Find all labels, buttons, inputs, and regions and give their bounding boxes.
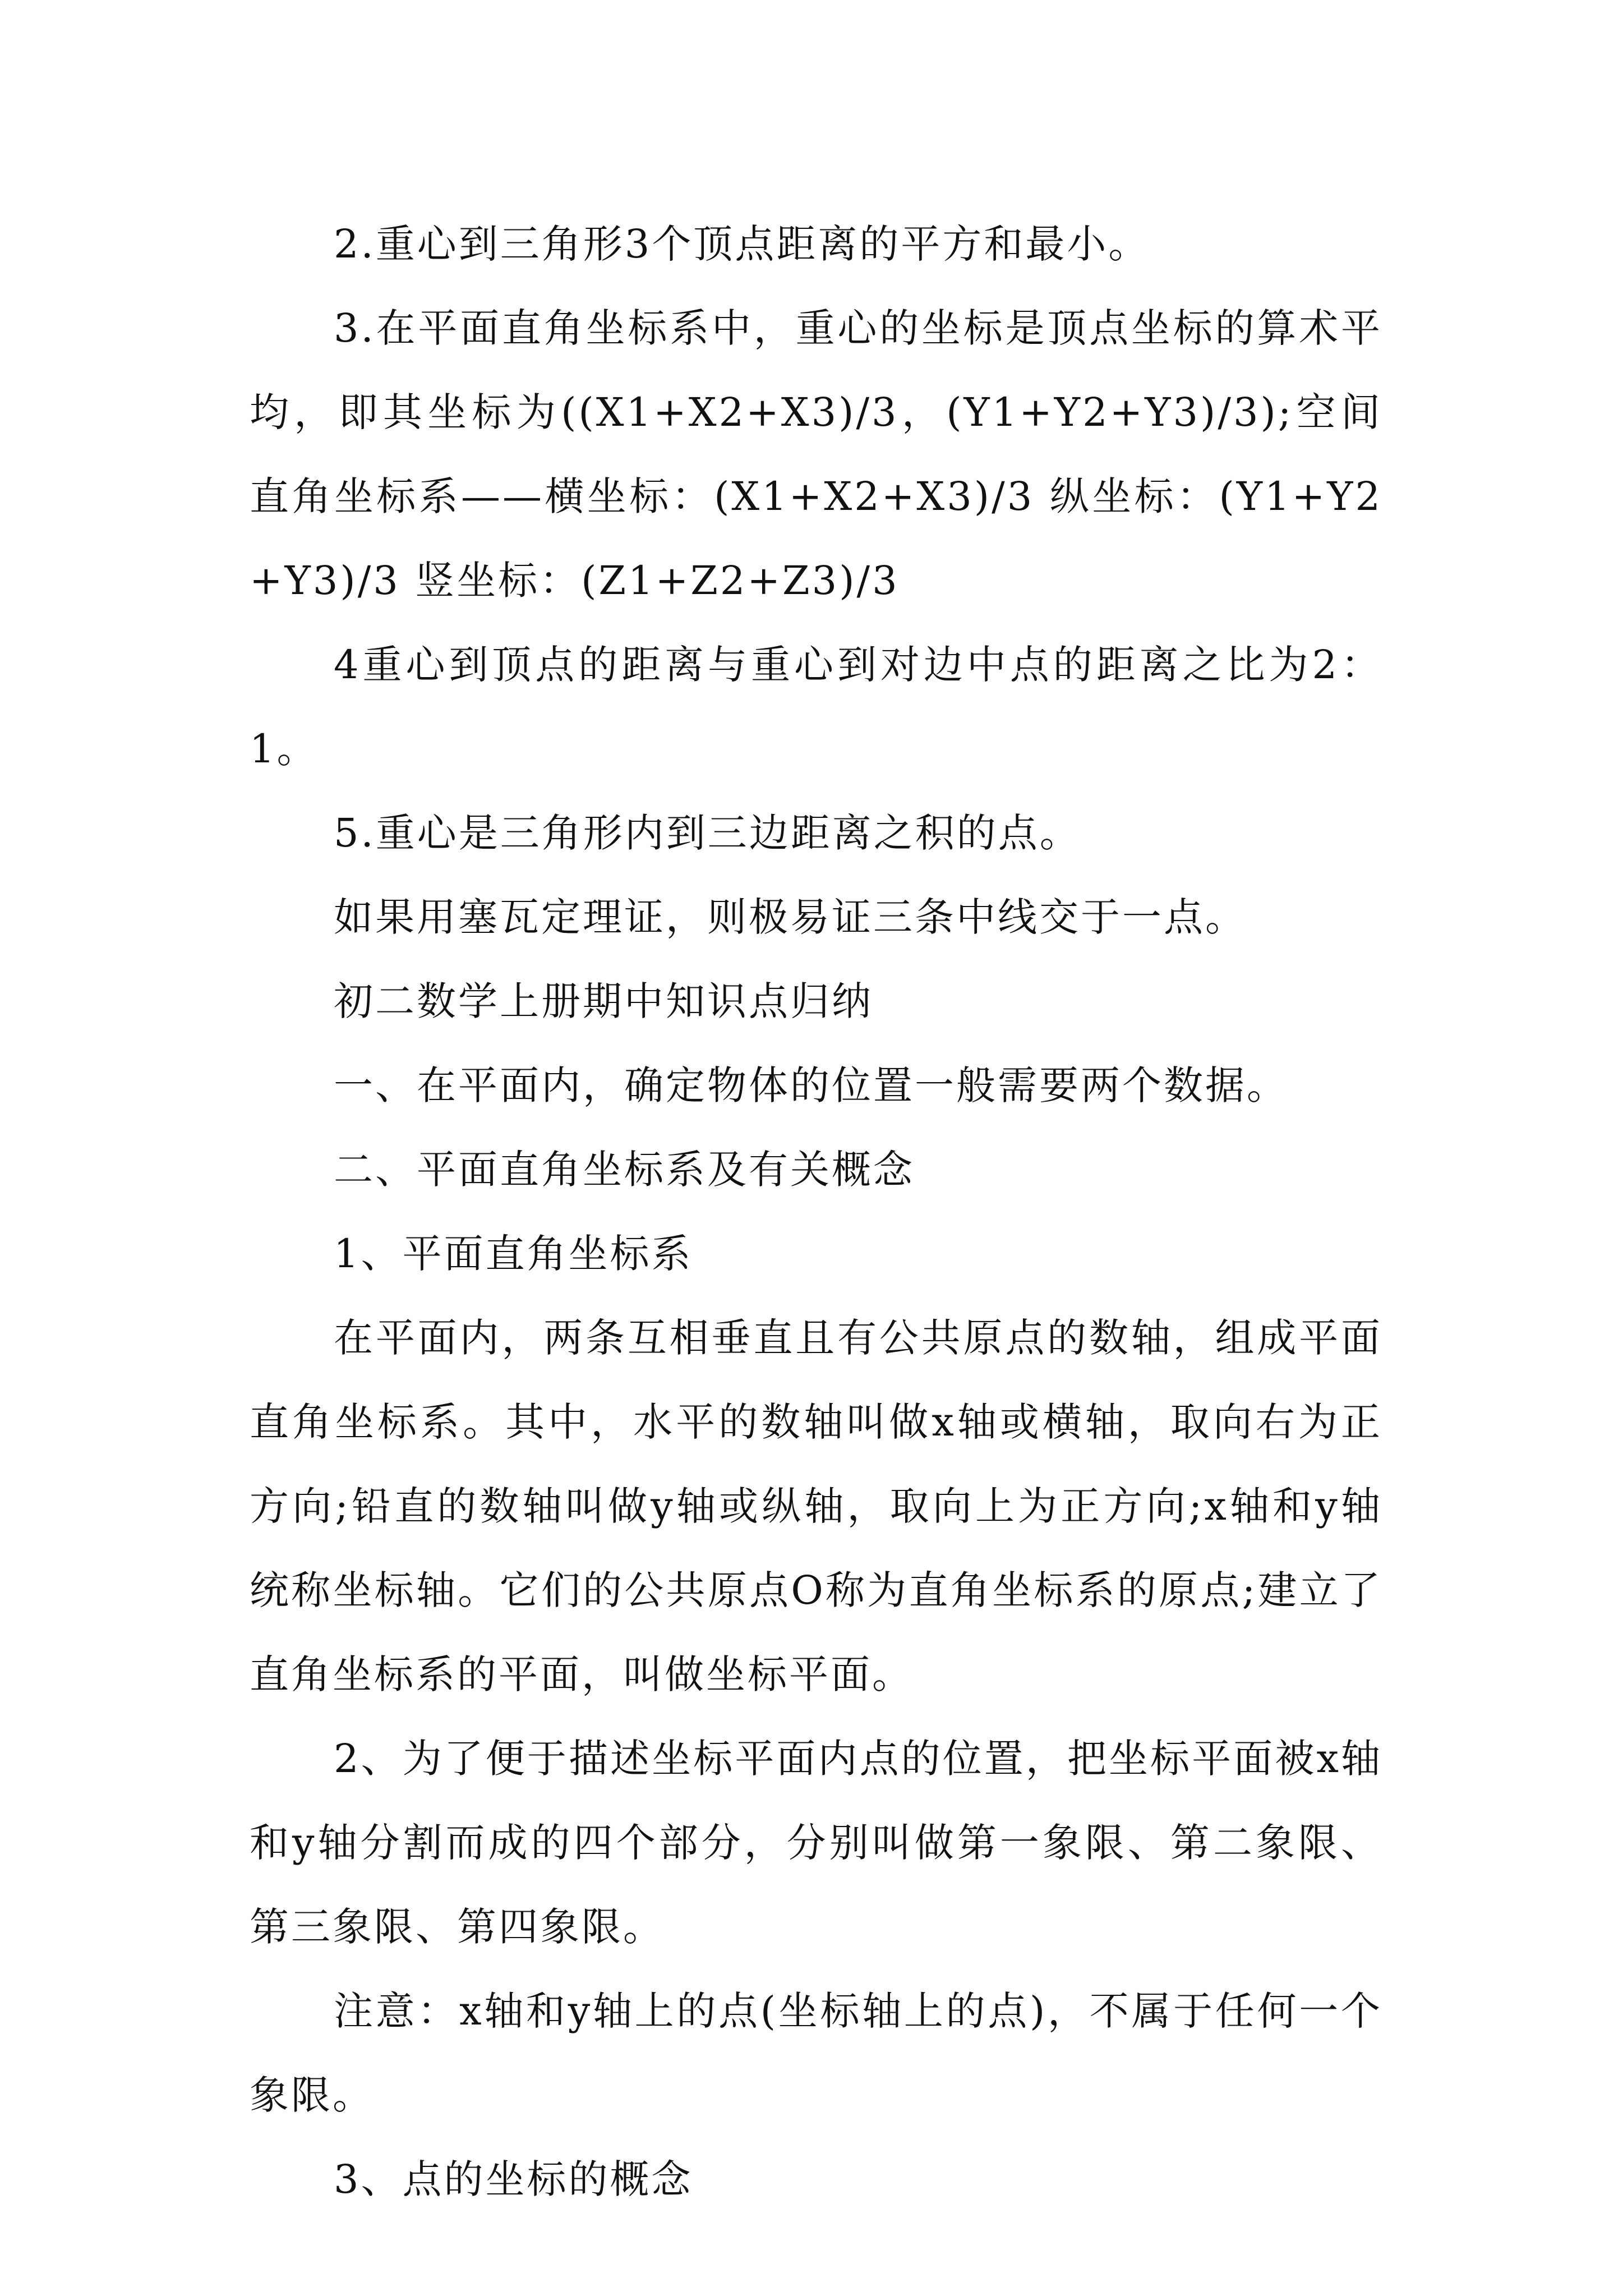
section-heading: 初二数学上册期中知识点归纳: [334, 978, 873, 1024]
subheading-point-coordinates: 3、点的坐标的概念: [334, 2156, 693, 2202]
subheading-coordinate-system: 二、平面直角坐标系及有关概念: [334, 1147, 915, 1193]
paragraph-position-data: 一、在平面内，确定物体的位置一般需要两个数据。: [334, 1062, 1288, 1108]
paragraph-centroid-coordinates: 3.在平面直角坐标系中，重心的坐标是顶点坐标的算术平均，即其坐标为((X1+X2+X3)/3，(Y1+Y2+Y3)/3);空间直角坐标系——横坐标：(X1+X2+X3)/3 纵坐标：(Y1+Y2+Y3)/3 竖坐标：(Z1+Z2+Z3)/3: [250, 305, 1382, 604]
paragraph-coordinate-system-definition: 在平面内，两条互相垂直且有公共原点的数轴，组成平面直角坐标系。其中，水平的数轴叫做x轴或横轴，取向右为正方向;铅直的数轴叫做y轴或纵轴，取向上为正方向;x轴和y轴统称坐标轴。它们的公共原点O称为直角坐标系的原点;建立了直角坐标系的平面，叫做坐标平面。: [250, 1315, 1382, 1697]
paragraph-centroid-squared-distances: 2.重心到三角形3个顶点距离的平方和最小。: [334, 221, 1150, 267]
paragraph-ceva-theorem: 如果用塞瓦定理证，则极易证三条中线交于一点。: [334, 894, 1247, 940]
paragraph-axis-note: 注意：x轴和y轴上的点(坐标轴上的点)，不属于任何一个象限。: [250, 1988, 1382, 2118]
document-body: [250, 202, 1382, 2221]
paragraph-centroid-distance-product: 5.重心是三角形内到三边距离之积的点。: [334, 810, 1081, 856]
paragraph-quadrants: 2、为了便于描述坐标平面内点的位置，把坐标平面被x轴和y轴分割而成的四个部分，分别叫做第一象限、第二象限、第三象限、第四象限。: [250, 1736, 1382, 1950]
paragraph-centroid-ratio: 4重心到顶点的距离与重心到对边中点的距离之比为2：1。: [250, 642, 1382, 772]
subheading-plane-coordinate-system: 1、平面直角坐标系: [334, 1231, 693, 1277]
